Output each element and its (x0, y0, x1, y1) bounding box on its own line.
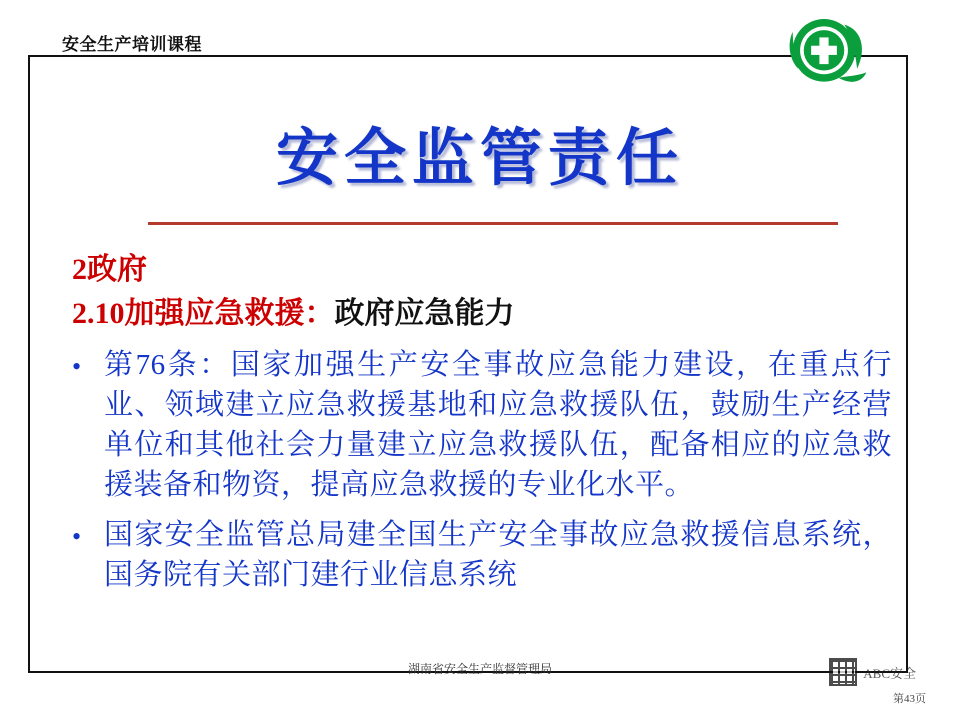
watermark (829, 658, 916, 686)
footer-note: 湖南省安全生产监督管理局 (407, 662, 552, 676)
bullet-icon: • (72, 352, 82, 381)
list-item (72, 515, 892, 595)
bullet-text: 国家安全监管总局建全国生产安全事故应急救援信息系统，国务院有关部门建行业信息系统 (104, 519, 892, 592)
bullet-icon: • (72, 522, 82, 552)
qr-code-icon (829, 658, 857, 686)
bullet-text: 第76条：国家加强生产安全事故应急能力建设，在重点行业、领域建立应急救援基地和应急救援队伍，鼓励生产经营单位和其他社会力量建立应急救援队伍，配备相应的应急救援装备和物资，提高应急救援的专业化水平。 (104, 349, 892, 502)
page-title: 安全监管责任 (275, 125, 684, 193)
section-heading (72, 248, 892, 292)
title-divider (148, 222, 838, 225)
subsection-number: 2.10 (72, 296, 125, 330)
subsection-title: 加强应急救援： (124, 296, 335, 330)
slide-body (72, 248, 892, 595)
watermark-label: ABC安全 (863, 665, 916, 681)
subsection-heading (72, 292, 892, 336)
safety-production-emblem-icon (778, 8, 870, 100)
course-header-label: 安全生产培训课程 (62, 35, 202, 54)
page-number: 第43页 (893, 693, 926, 705)
section-number: 2 (72, 253, 87, 286)
list-item (72, 345, 892, 505)
subsection-tail: 政府应急能力 (334, 296, 515, 330)
section-title: 政府 (87, 253, 147, 286)
